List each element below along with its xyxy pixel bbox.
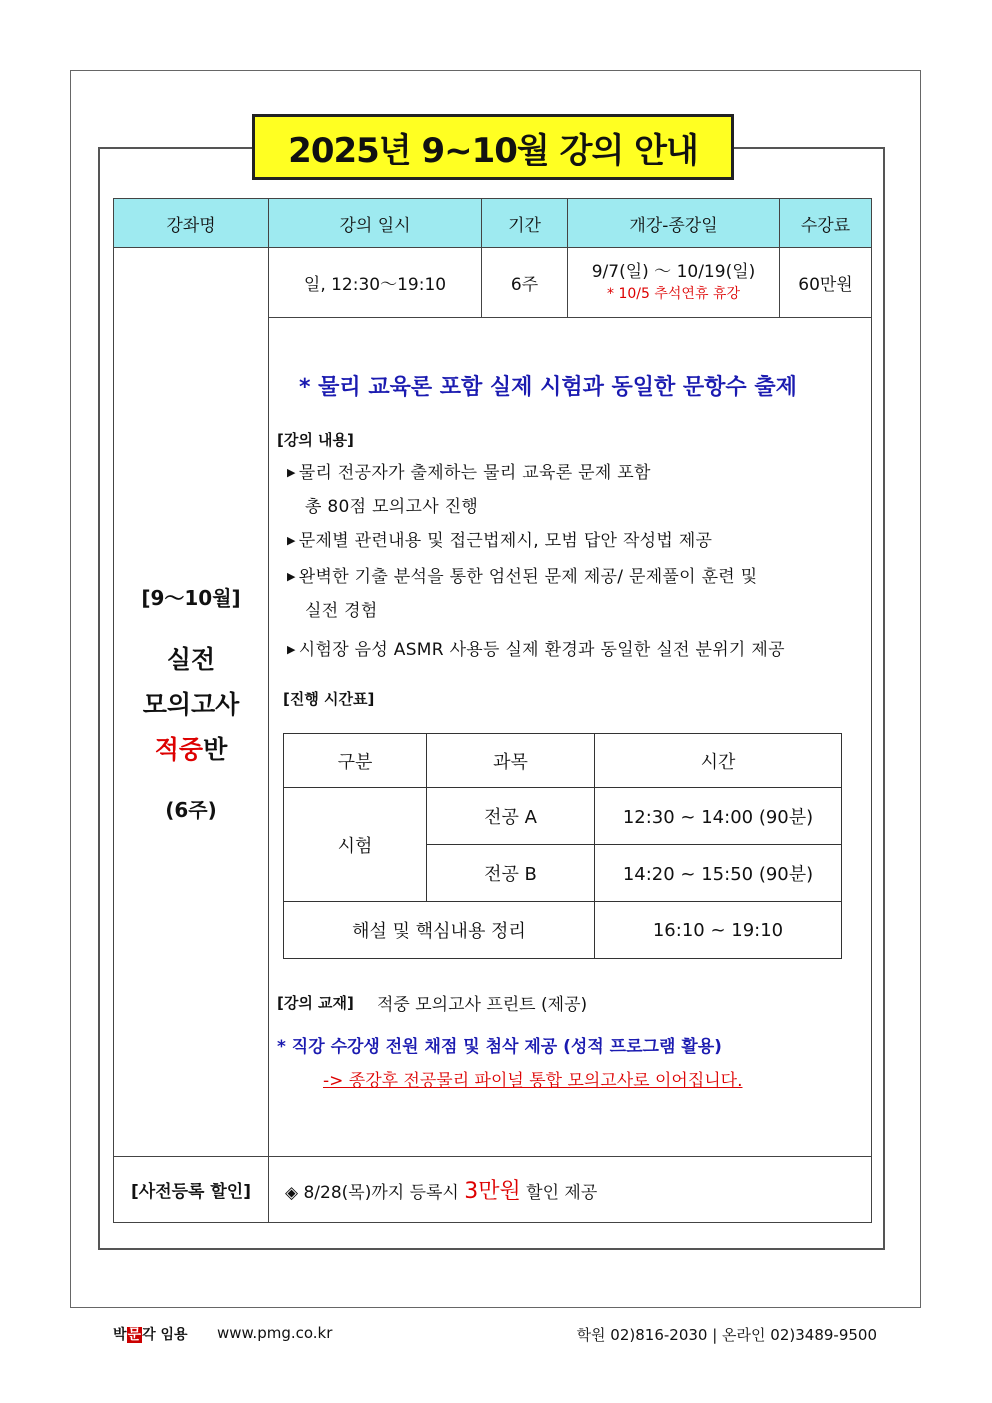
triangle-bullet-icon: ▶ xyxy=(287,570,296,583)
triangle-bullet-icon: ▶ xyxy=(287,534,296,547)
discount-prefix: ◈ 8/28(목)까지 등록시 xyxy=(285,1183,465,1203)
time-cell: 12:30 ~ 14:00 (90분) xyxy=(595,788,842,845)
course-table xyxy=(113,198,872,1223)
course-name-suffix: 반 xyxy=(203,734,228,764)
review-label: 해설 및 핵심내용 정리 xyxy=(284,902,595,959)
website-link[interactable]: www.pmg.co.kr xyxy=(217,1324,333,1342)
timetable-header: 구분 xyxy=(284,734,427,788)
duration-value: 6주 xyxy=(482,248,568,318)
schedule-value: 일, 12:30～19:10 xyxy=(269,248,482,318)
bullet-item-continued: 실전 경험 xyxy=(305,601,378,621)
content-headline: * 물리 교육론 포함 실제 시험과 동일한 문항수 출제 xyxy=(299,375,797,400)
fee-value: 60만원 xyxy=(780,248,872,318)
textbook-value: 적중 모의고사 프린트 (제공) xyxy=(377,995,588,1015)
timetable-header: 시간 xyxy=(595,734,842,788)
subject-cell: 전공 A xyxy=(427,788,595,845)
subject-cell: 전공 B xyxy=(427,845,595,902)
discount-row xyxy=(114,1157,872,1223)
course-name-line2: 모의고사 xyxy=(142,689,240,719)
bullet-item-continued: 총 80점 모의고사 진행 xyxy=(305,497,479,517)
bullet-item: ▶ 물리 전공자가 출제하는 물리 교육론 문제 포함 xyxy=(287,463,651,483)
discount-cell xyxy=(269,1157,872,1223)
bullet-item: ▶ 시험장 음성 ASMR 사용등 실제 환경과 동일한 실전 분위기 제공 xyxy=(287,640,785,660)
grading-note: * 직강 수강생 전원 채점 및 첨삭 제공 (성적 프로그램 활용) xyxy=(277,1037,722,1057)
discount-amount: 3만원 xyxy=(464,1179,521,1204)
course-info-row xyxy=(114,248,872,318)
header-duration: 기간 xyxy=(482,199,568,248)
course-name-highlight: 적중 xyxy=(154,734,204,764)
course-period: [9～10월] xyxy=(141,585,241,610)
review-time: 16:10 ~ 19:10 xyxy=(595,902,842,959)
table-header-row xyxy=(114,199,872,248)
table-row xyxy=(284,788,842,845)
header-dates: 개강-종강일 xyxy=(568,199,780,248)
timetable xyxy=(283,733,842,959)
timetable-header: 과목 xyxy=(427,734,595,788)
section-timetable: [진행 시간표] xyxy=(283,690,375,708)
contact-info: 학원 02)816-2030 | 온라인 02)3489-9500 xyxy=(576,1326,877,1344)
discount-label: [사전등록 할인] xyxy=(114,1157,269,1223)
triangle-bullet-icon: ▶ xyxy=(287,466,296,479)
triangle-bullet-icon: ▶ xyxy=(287,643,296,656)
dates-note: * 10/5 추석연휴 휴강 xyxy=(607,285,740,302)
course-content-cell xyxy=(269,318,872,1157)
dates-cell xyxy=(568,248,780,318)
course-weeks: (6주) xyxy=(165,797,217,822)
course-name-line3 xyxy=(114,727,268,772)
course-name-cell xyxy=(114,248,269,1157)
discount-suffix: 할인 제공 xyxy=(520,1183,598,1203)
timetable-header-row xyxy=(284,734,842,788)
header-course-name: 강좌명 xyxy=(114,199,269,248)
continuation-note: -> 종강후 전공물리 파이널 통합 모의고사로 이어집니다. xyxy=(323,1071,743,1091)
page-footer xyxy=(113,1324,877,1348)
publisher-logo: 박문각 임용 xyxy=(113,1327,188,1343)
bullet-item: ▶ 완벽한 기출 분석을 통한 엄선된 문제 제공/ 문제풀이 훈련 및 xyxy=(287,567,758,587)
header-fee: 수강료 xyxy=(780,199,872,248)
section-lecture-content: [강의 내용] xyxy=(277,431,354,449)
section-textbook: [강의 교재] xyxy=(277,994,354,1012)
header-schedule: 강의 일시 xyxy=(269,199,482,248)
table-row xyxy=(284,902,842,959)
bullet-item: ▶ 문제별 관련내용 및 접근법제시, 모범 답안 작성법 제공 xyxy=(287,531,713,551)
course-name-line1: 실전 xyxy=(166,644,216,674)
time-cell: 14:20 ~ 15:50 (90분) xyxy=(595,845,842,902)
page-title: 2025년 9~10월 강의 안내 xyxy=(252,114,734,180)
dates-value: 9/7(일) ～ 10/19(일) xyxy=(591,261,756,282)
exam-label: 시험 xyxy=(284,788,427,902)
